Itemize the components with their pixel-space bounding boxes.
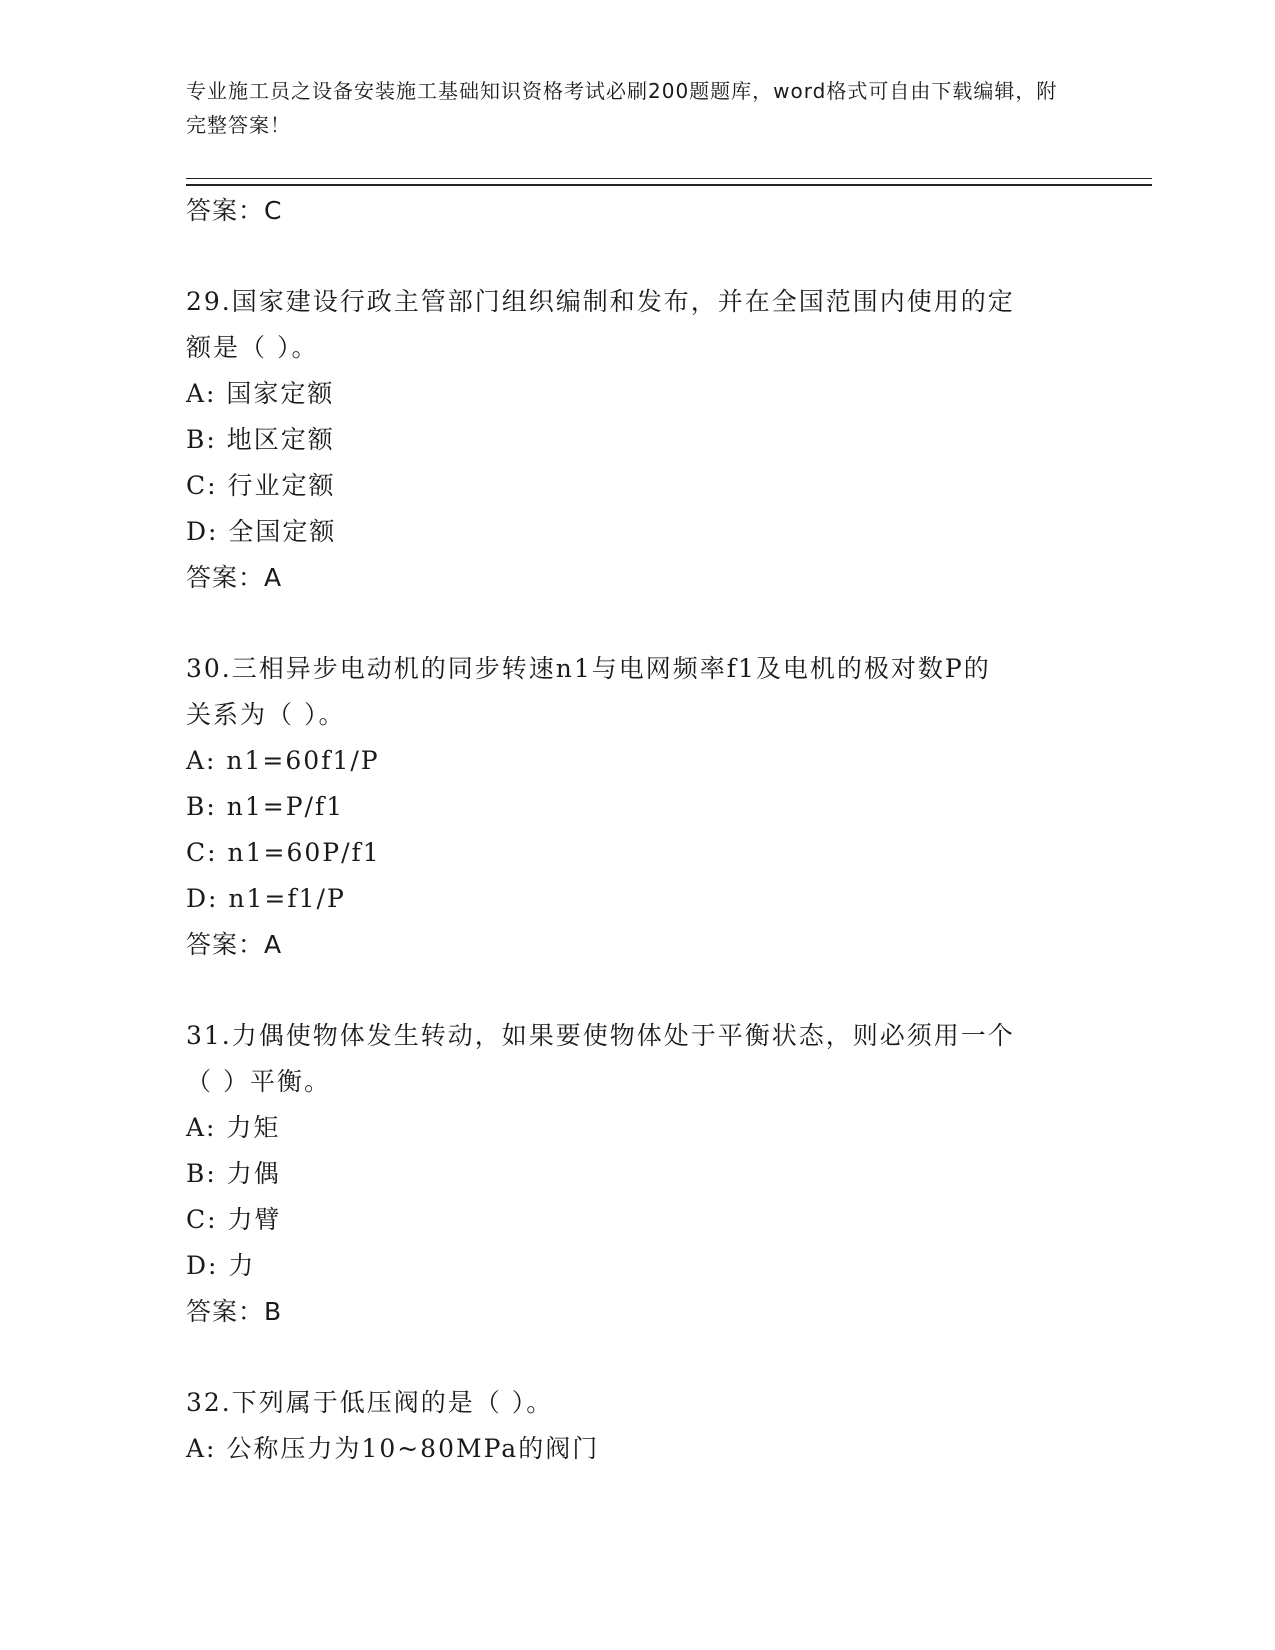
document-body bbox=[186, 188, 1086, 1472]
option-c: C: 力臂 bbox=[186, 1205, 282, 1234]
question-32 bbox=[186, 1380, 1086, 1472]
question-text-continued: 额是（ ）。 bbox=[186, 333, 319, 362]
option-b: B: n1=P/f1 bbox=[186, 792, 345, 821]
option-a: A: 公称压力为10~80MPa的阀门 bbox=[186, 1434, 600, 1463]
option-d: D: n1=f1/P bbox=[186, 884, 346, 913]
question-31 bbox=[186, 1013, 1086, 1335]
question-text: 30.三相异步电动机的同步转速n1与电网频率f1及电机的极对数P的 bbox=[186, 654, 991, 683]
option-a: A: n1=60f1/P bbox=[186, 746, 380, 775]
option-b: B: 地区定额 bbox=[186, 425, 335, 454]
question-text: 32.下列属于低压阀的是（ ）。 bbox=[186, 1388, 554, 1417]
option-a: A: 国家定额 bbox=[186, 379, 335, 408]
previous-answer: 答案：C bbox=[186, 196, 283, 225]
option-a: A: 力矩 bbox=[186, 1113, 281, 1142]
question-29 bbox=[186, 279, 1086, 601]
answer: 答案：B bbox=[186, 1297, 283, 1326]
answer: 答案：A bbox=[186, 930, 283, 959]
question-text-continued: 关系为（ ）。 bbox=[186, 700, 346, 729]
document-header: 专业施工员之设备安装施工基础知识资格考试必刷200题题库，word格式可自由下载编辑，附完整答案！ bbox=[186, 79, 1058, 137]
question-text-continued: （ ）平衡。 bbox=[186, 1067, 331, 1096]
option-d: D: 力 bbox=[186, 1251, 256, 1280]
option-c: C: n1=60P/f1 bbox=[186, 838, 381, 867]
option-c: C: 行业定额 bbox=[186, 471, 336, 500]
option-b: B: 力偶 bbox=[186, 1159, 281, 1188]
question-text: 29.国家建设行政主管部门组织编制和发布，并在全国范围内使用的定 bbox=[186, 287, 1015, 316]
question-30 bbox=[186, 646, 1086, 968]
question-text: 31.力偶使物体发生转动，如果要使物体处于平衡状态，则必须用一个 bbox=[186, 1021, 1015, 1050]
option-d: D: 全国定额 bbox=[186, 517, 337, 546]
answer: 答案：A bbox=[186, 563, 283, 592]
header-divider bbox=[186, 178, 1152, 186]
